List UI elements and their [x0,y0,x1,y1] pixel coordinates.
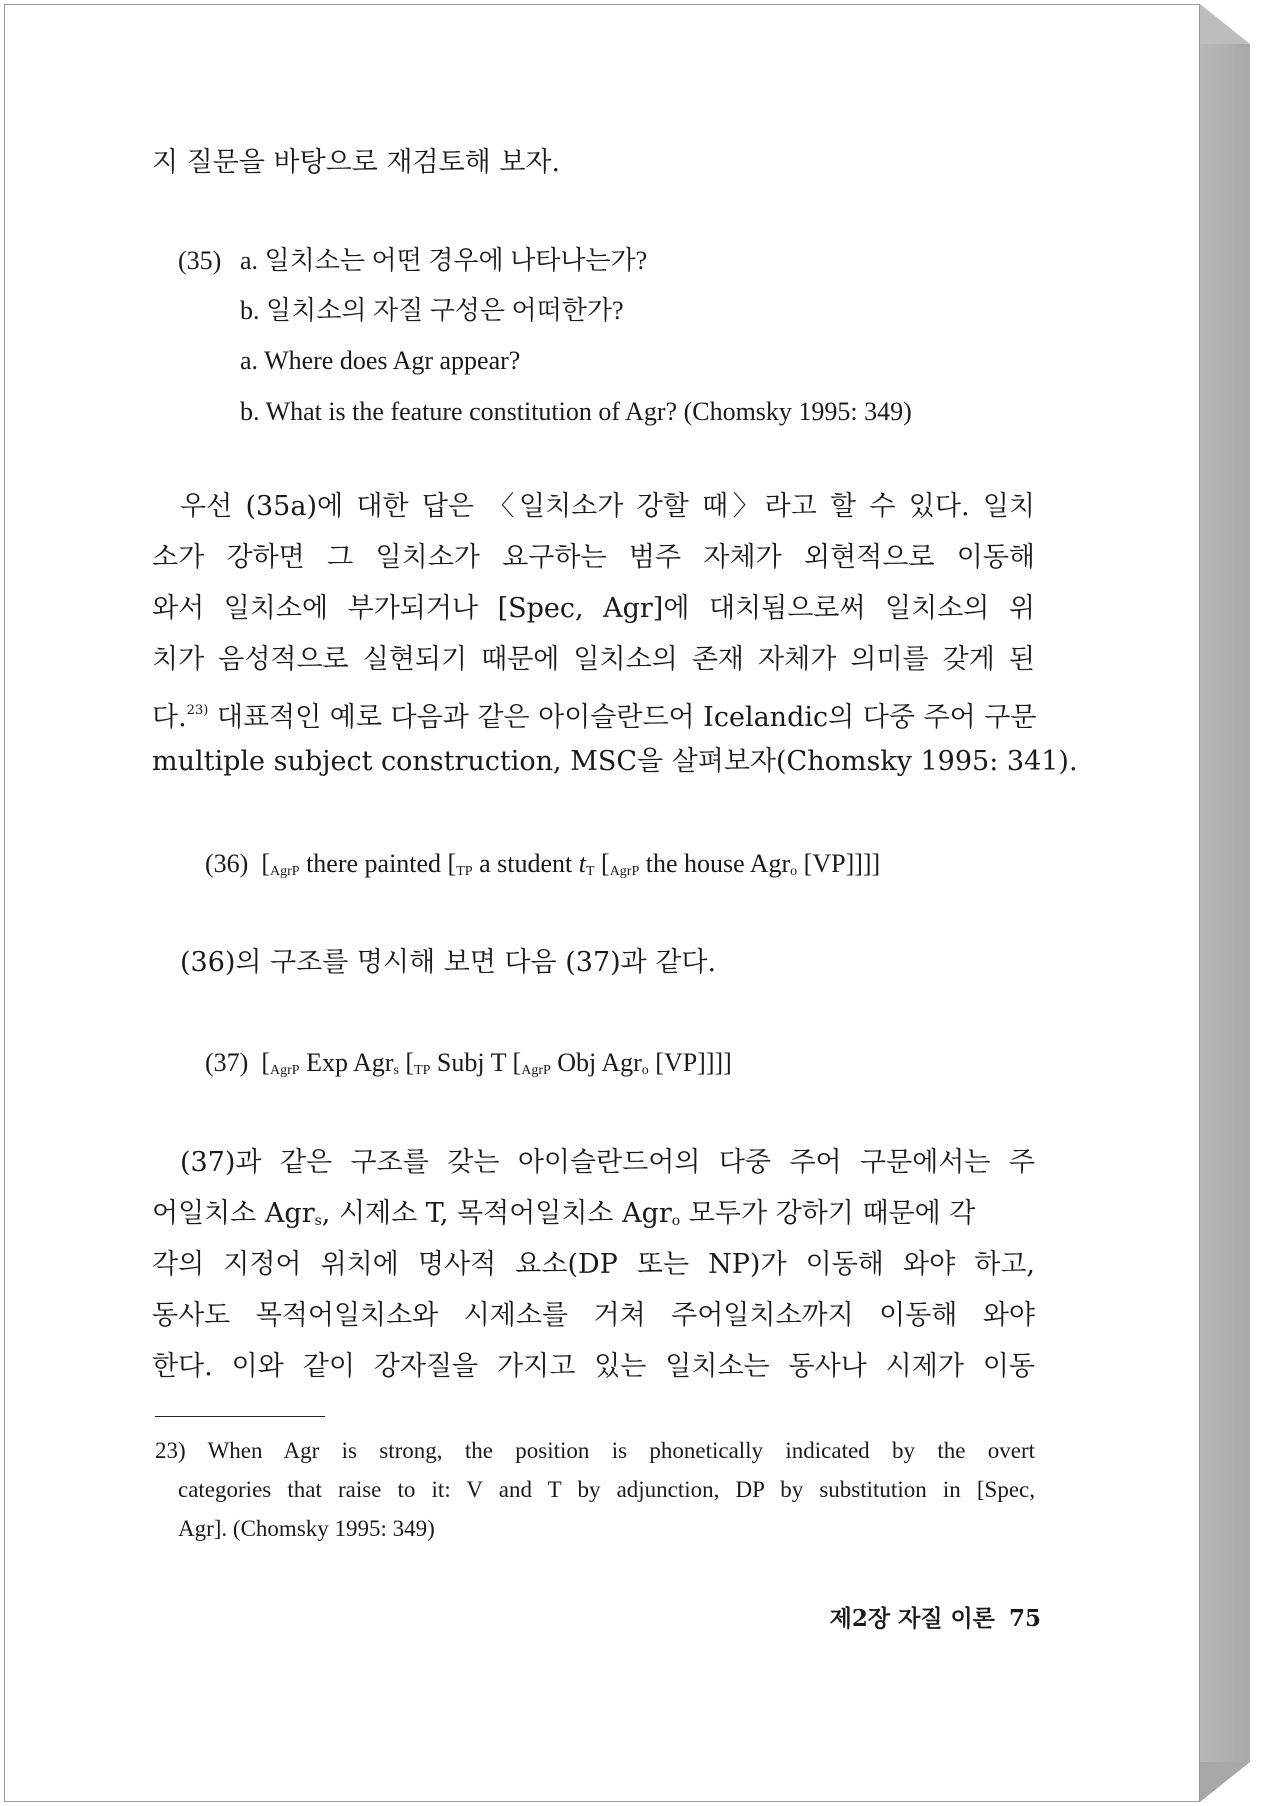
footnote-reference: 23) [186,703,209,718]
paragraph-1-line-5: 다.$^{23)}$ 대표적인 예로 다음과 같은 아이슬란드어 Icelandic의 다중 주어 구문 [152,702,1037,733]
continuation-line: 지 질문을 바탕으로 재검토해 보자. [152,147,561,178]
paragraph-1-line-4: 치가 음성적으로 실현되기 때문에 일치소의 존재 자체가 의미를 갖게 된 [152,644,1035,675]
example-35a-english: a. Where does Agr appear? [240,346,521,375]
footnote-line-3: Agr]. (Chomsky 1995: 349) [178,1516,435,1541]
page-stack-bottom-edge [1200,1762,1250,1802]
example-35-number: (35) [178,246,222,275]
paragraph-1-line-1: 우선 (35a)에 대한 답은 〈일치소가 강할 때〉라고 할 수 있다. 일치 [180,491,1035,522]
paragraph-3-line-5: 한다. 이와 같이 강자질을 가지고 있는 일치소는 동사나 시제가 이동 [152,1351,1035,1382]
paragraph-3-line-1: (37)과 같은 구조를 갖는 아이슬란드어의 다중 주어 구문에서는 주 [180,1147,1035,1178]
paragraph-3-line-2: 어일치소 Agr$_s$, 시제소 T, 목적어일치소 Agr$_o$ 모두가 강하기 때문에 각 [152,1198,976,1229]
example-35b-korean: b. 일치소의 자질 구성은 어떠한가? [240,296,624,325]
footnote-line-1: 23) When Agr is strong, the position is phonetically indicated by the overt [155,1438,1035,1463]
page-number: 75 [1008,1605,1041,1632]
page-stack-top-edge [1200,4,1250,44]
paragraph-2: (36)의 구조를 명시해 보면 다음 (37)과 같다. [180,947,717,978]
footnote-rule [155,1416,325,1417]
paragraph-1-line-3: 와서 일치소에 부가되거나 [Spec, Agr]에 대치됨으로써 일치소의 위 [152,593,1035,624]
example-36: (36) [$_{AgrP}$ there painted [$_{TP}$ a student $t_T$ [$_{AgrP}$ the house Agr$_o$ [VP]]]] [205,849,881,879]
example-35a-korean: a. 일치소는 어떤 경우에 나타나는가? [240,246,648,275]
paragraph-3-line-4: 동사도 목적어일치소와 시제소를 거쳐 주어일치소까지 이동해 와야 [152,1300,1035,1331]
paragraph-1-line-6: multiple subject construction, MSC을 살펴보자(Chomsky 1995: 341). [152,746,1078,777]
page-stack-side [1200,44,1250,1762]
paragraph-1-line-2: 소가 강하면 그 일치소가 요구하는 범주 자체가 외현적으로 이동해 [152,542,1035,573]
footnote-line-2: categories that raise to it: V and T by adjunction, DP by substitution in [Spec, [178,1477,1035,1502]
paragraph-3-line-3: 각의 지정어 위치에 명사적 요소(DP 또는 NP)가 이동해 와야 하고, [152,1249,1035,1280]
chapter-title: 제2장 자질 이론 [829,1605,995,1632]
running-footer [830,1600,1041,1633]
example-35b-english: b. What is the feature constitution of Agr? (Chomsky 1995: 349) [240,397,912,426]
example-37: (37) [$_{AgrP}$ Exp Agr$_s$ [$_{TP}$ Subj T [$_{AgrP}$ Obj Agr$_o$ [VP]]]] [205,1048,732,1078]
